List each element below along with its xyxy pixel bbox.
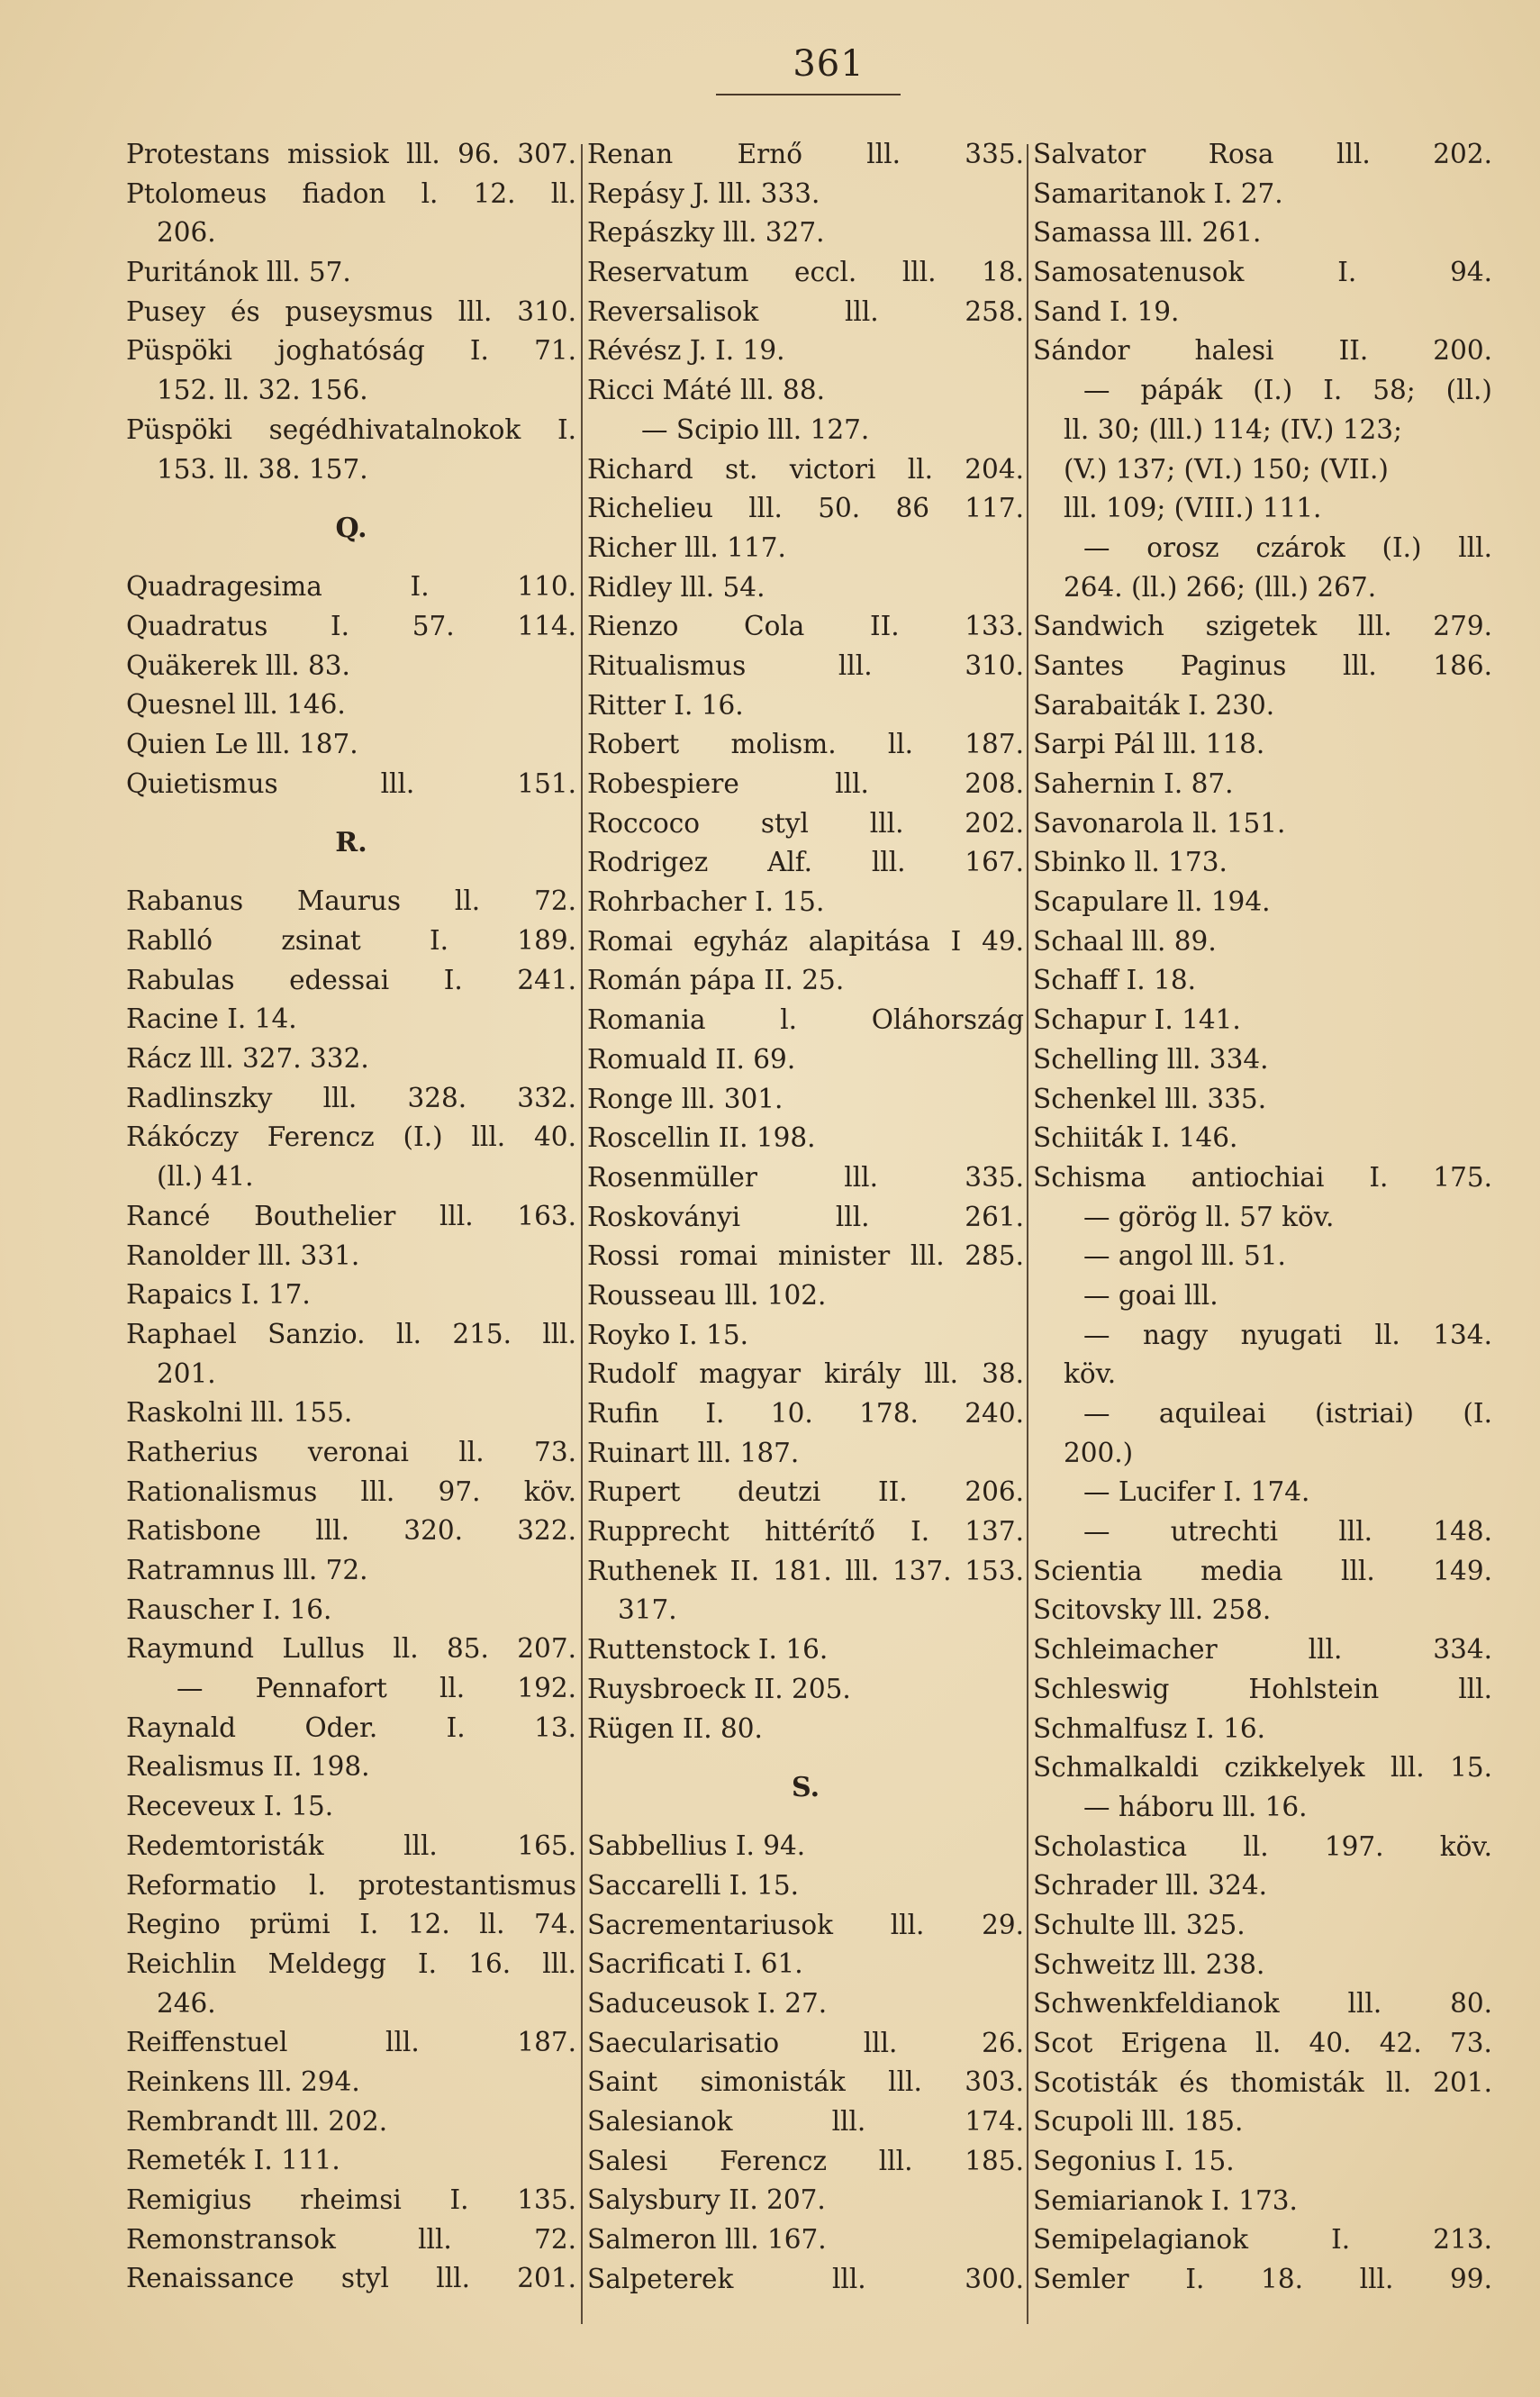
index-entry: Rodrigez Alf. lll. 167.: [587, 847, 1024, 878]
index-entry: Ridley lll. 54.: [587, 571, 765, 603]
index-entry: Sándor halesi II. 200.: [1033, 335, 1492, 367]
index-entry: — pápák (I.) I. 58; (ll.): [1083, 375, 1492, 406]
index-entry: Ranolder lll. 331.: [126, 1239, 360, 1271]
index-entry: Racine I. 14.: [126, 1003, 297, 1035]
index-entry: Sacrificati I. 61.: [587, 1948, 803, 1980]
index-entry: Schiiták I. 146.: [1033, 1122, 1238, 1154]
index-entry: Salpeterek lll. 300.: [587, 2263, 1024, 2294]
index-entry: ll. 30; (lll.) 114; (IV.) 123;: [1064, 413, 1402, 445]
index-entry: Schweitz lll. 238.: [1033, 1948, 1265, 1980]
index-entry: 201.: [157, 1357, 216, 1389]
index-entry: Sahernin I. 87.: [1033, 768, 1234, 799]
index-entry: köv.: [1064, 1358, 1117, 1390]
index-entry: Révész J. I. 19.: [587, 335, 785, 367]
index-entry: — görög ll. 57 köv.: [1083, 1201, 1335, 1232]
index-entry: Repászky lll. 327.: [587, 217, 825, 249]
index-entry: Salysbury II. 207.: [587, 2184, 826, 2216]
index-entry: Salesi Ferencz lll. 185.: [587, 2145, 1024, 2176]
index-entry: Remeték I. 111.: [126, 2145, 340, 2176]
index-entry: Saecularisatio lll. 26.: [587, 2027, 1024, 2058]
index-entry: Ratherius veronai ll. 73.: [126, 1436, 576, 1467]
index-entry: Rupert deutzi II. 206.: [587, 1476, 1024, 1508]
index-entry: Scapulare ll. 194.: [1033, 886, 1271, 918]
index-entry: — háboru lll. 16.: [1083, 1791, 1308, 1822]
index-entry: Scotisták és thomisták ll. 201.: [1033, 2066, 1492, 2098]
index-entry: — orosz czárok (I.) lll.: [1083, 531, 1492, 563]
index-entry: Receveux I. 15.: [126, 1791, 334, 1822]
index-entry: Reichlin Meldegg I. 16. lll.: [126, 1948, 576, 1979]
index-entry: Ricci Máté lll. 88.: [587, 375, 825, 406]
index-entry: Royko I. 15.: [587, 1319, 748, 1350]
index-entry: Raphael Sanzio. ll. 215. lll.: [126, 1318, 576, 1349]
index-entry: Schleswig Hohlstein lll.: [1033, 1673, 1492, 1704]
index-entry: 246.: [157, 1987, 216, 2019]
index-entry: Rembrandt lll. 202.: [126, 2105, 388, 2137]
index-column-3: [1033, 135, 1492, 2300]
column-divider: [1027, 144, 1028, 2324]
index-entry: lll. 109; (VIII.) 111.: [1064, 493, 1322, 524]
index-entry: Ronge lll. 301.: [587, 1083, 784, 1114]
index-entry: Püspöki segédhivatalnokok I.: [126, 413, 576, 445]
index-entry: Rügen II. 80.: [587, 1712, 763, 1744]
index-entry: Rosenmüller lll. 335.: [587, 1161, 1024, 1193]
index-entry: Romai egyház alapitása I 49.: [587, 925, 1024, 957]
index-entry: Robespiere lll. 208.: [587, 768, 1024, 799]
index-entry: (V.) 137; (VI.) 150; (VII.): [1064, 453, 1389, 485]
index-entry: 206.: [157, 217, 216, 249]
index-entry: Romuald II. 69.: [587, 1043, 796, 1075]
index-entry: Realismus II. 198.: [126, 1751, 370, 1783]
index-entry: Scot Erigena ll. 40. 42. 73.: [1033, 2028, 1492, 2058]
index-entry: Schaff I. 18.: [1033, 965, 1196, 996]
index-entry: Romania l. Oláhország: [587, 1004, 1024, 1036]
index-entry: Rohrbacher I. 15.: [587, 886, 825, 918]
index-entry: Rákóczy Ferencz (I.) lll. 40.: [126, 1121, 576, 1153]
index-entry: Schelling lll. 334.: [1033, 1043, 1269, 1075]
index-entry: Schrader lll. 324.: [1033, 1870, 1267, 1902]
index-entry: Pusey és puseysmus lll. 310.: [126, 295, 576, 327]
page-number-rule: [716, 94, 901, 95]
index-entry: — Lucifer I. 174.: [1083, 1476, 1310, 1508]
index-entry: Sarabaiták I. 230.: [1033, 689, 1275, 721]
index-entry: Ritter I. 16.: [587, 689, 744, 721]
index-entry: Regino prümi I. 12. ll. 74.: [126, 1909, 576, 1940]
page-number: 361: [793, 43, 865, 85]
index-entry: 264. (ll.) 266; (lll.) 267.: [1064, 571, 1377, 603]
index-entry: Román pápa II. 25.: [587, 965, 845, 996]
index-entry: — angol lll. 51.: [1083, 1240, 1286, 1272]
index-entry: Sacrementariusok lll. 29.: [587, 1909, 1024, 1940]
index-entry: Protestans missiok lll. 96. 307.: [126, 139, 576, 169]
index-entry: Rauscher I. 16.: [126, 1593, 332, 1625]
index-entry: Rabulas edessai I. 241.: [126, 964, 576, 995]
index-entry: Scitovsky lll. 258.: [1033, 1594, 1272, 1626]
index-entry: 152. ll. 32. 156.: [157, 375, 368, 406]
index-entry: Savonarola ll. 151.: [1033, 807, 1286, 839]
index-entry: Ratisbone lll. 320. 322.: [126, 1515, 576, 1547]
index-entry: Reformatio l. protestantismus: [126, 1869, 576, 1901]
index-entry: Salmeron lll. 167.: [587, 2224, 827, 2256]
index-entry: Salesianok lll. 174.: [587, 2106, 1024, 2137]
index-entry: Reiffenstuel lll. 187.: [126, 2027, 576, 2058]
index-entry: Ritualismus lll. 310.: [587, 649, 1024, 681]
index-entry: Semipelagianok I. 213.: [1033, 2224, 1492, 2256]
index-entry: Scupoli lll. 185.: [1033, 2106, 1244, 2138]
index-entry: Rossi romai minister lll. 285.: [587, 1240, 1024, 1272]
index-entry: Semler I. 18. lll. 99.: [1033, 2264, 1492, 2295]
section-letter: Q.: [335, 513, 367, 545]
index-entry: Segonius I. 15.: [1033, 2146, 1235, 2177]
index-column-2: [587, 135, 1024, 2299]
index-entry: Renan Ernő lll. 335.: [587, 139, 1024, 169]
index-entry: Rousseau lll. 102.: [587, 1279, 827, 1311]
index-entry: — utrechti lll. 148.: [1083, 1516, 1492, 1548]
index-entry: Raynald Oder. I. 13.: [126, 1711, 576, 1743]
column-divider: [581, 144, 583, 2324]
index-entry: Renaissance styl lll. 201.: [126, 2263, 576, 2294]
index-entry: Sbinko ll. 173.: [1033, 847, 1227, 878]
index-entry: Richer lll. 117.: [587, 531, 786, 563]
index-entry: Saint simonisták lll. 303.: [587, 2066, 1024, 2098]
index-entry: Reinkens lll. 294.: [126, 2066, 360, 2097]
index-entry: Repásy J. lll. 333.: [587, 177, 820, 209]
index-entry: Quietismus lll. 151.: [126, 767, 576, 799]
index-entry: Schwenkfeldianok lll. 80.: [1033, 1988, 1492, 2020]
index-entry: Remonstransok lll. 72.: [126, 2223, 576, 2255]
index-entry: Sandwich szigetek lll. 279.: [1033, 611, 1492, 642]
index-entry: Richelieu lll. 50. 86 117.: [587, 493, 1024, 524]
index-entry: Rapaics I. 17.: [126, 1279, 311, 1311]
index-entry: Ruthenek II. 181. lll. 137. 153.: [587, 1555, 1024, 1586]
index-entry: Reservatum eccl. lll. 18.: [587, 257, 1024, 288]
index-entry: Quäkerek lll. 83.: [126, 649, 350, 681]
index-entry: — nagy nyugati ll. 134.: [1083, 1319, 1492, 1350]
index-entry: Salvator Rosa lll. 202.: [1033, 139, 1492, 169]
index-entry: Ruttenstock I. 16.: [587, 1634, 829, 1666]
index-entry: Sabbellius I. 94.: [587, 1830, 806, 1862]
index-entry: Raymund Lullus ll. 85. 207.: [126, 1633, 576, 1665]
index-entry: Roccoco styl lll. 202.: [587, 807, 1024, 839]
index-entry: Schaal lll. 89.: [1033, 925, 1217, 957]
index-column-1: [126, 135, 576, 2299]
index-entry: Ruinart lll. 187.: [587, 1437, 800, 1468]
index-entry: Samassa lll. 261.: [1033, 217, 1262, 249]
index-entry: Raskolni lll. 155.: [126, 1397, 353, 1429]
index-entry: Quesnel lll. 146.: [126, 689, 346, 721]
index-entry: Radlinszky lll. 328. 332.: [126, 1082, 576, 1113]
index-entry: Rationalismus lll. 97. köv.: [126, 1475, 576, 1507]
index-entry: Rufin I. 10. 178. 240.: [587, 1398, 1024, 1429]
index-entry: Robert molism. ll. 187.: [587, 729, 1024, 760]
index-entry: Redemtoristák lll. 165.: [126, 1830, 576, 1861]
index-entry: 153. ll. 38. 157.: [157, 453, 368, 485]
index-entry: Ratramnus lll. 72.: [126, 1555, 368, 1585]
index-entry: Scholastica ll. 197. köv.: [1033, 1830, 1492, 1862]
index-entry: Puritánok lll. 57.: [126, 257, 351, 288]
section-letter: S.: [791, 1772, 820, 1804]
index-entry: Saduceusok I. 27.: [587, 1987, 828, 2019]
index-entry: Schisma antiochiai I. 175.: [1033, 1161, 1492, 1193]
index-entry: Ptolomeus fiadon l. 12. ll.: [126, 177, 576, 209]
index-entry: — Scipio lll. 127.: [641, 413, 870, 445]
index-entry: Sarpi Pál lll. 118.: [1033, 729, 1265, 760]
index-entry: Sand I. 19.: [1033, 295, 1180, 327]
index-entry: Santes Paginus lll. 186.: [1033, 649, 1492, 681]
index-entry: Quadragesima I. 110.: [126, 571, 576, 603]
index-entry: Scientia media lll. 149.: [1033, 1555, 1492, 1586]
index-entry: Schapur I. 141.: [1033, 1004, 1241, 1036]
index-entry: Semiarianok I. 173.: [1033, 2184, 1298, 2216]
index-entry: Rablló zsinat I. 189.: [126, 925, 576, 956]
index-entry: Rácz lll. 327. 332.: [126, 1043, 369, 1075]
index-entry: — aquileai (istriai) (I.: [1083, 1398, 1492, 1429]
index-entry: Rupprecht hittérítő I. 137.: [587, 1516, 1024, 1548]
index-entry: Schulte lll. 325.: [1033, 1909, 1246, 1940]
index-entry: Schmalfusz I. 16.: [1033, 1712, 1266, 1744]
index-entry: Rienzo Cola II. 133.: [587, 611, 1024, 642]
section-letter: R.: [335, 827, 367, 859]
index-entry: Schmalkaldi czikkelyek lll. 15.: [1033, 1752, 1492, 1784]
index-entry: Samaritanok I. 27.: [1033, 177, 1283, 209]
index-entry: — Pennafort ll. 192.: [177, 1673, 576, 1704]
index-entry: Püspöki joghatóság I. 71.: [126, 335, 576, 367]
index-entry: (ll.) 41.: [157, 1161, 254, 1193]
index-entry: Richard st. victori ll. 204.: [587, 453, 1024, 485]
index-entry: Roskoványi lll. 261.: [587, 1201, 1024, 1232]
index-entry: Rancé Bouthelier lll. 163.: [126, 1200, 576, 1231]
index-entry: Roscellin II. 198.: [587, 1122, 816, 1154]
index-entry: Schenkel lll. 335.: [1033, 1083, 1267, 1114]
index-entry: Schleimacher lll. 334.: [1033, 1634, 1492, 1666]
index-entry: Rabanus Maurus ll. 72.: [126, 885, 576, 917]
index-entry: — goai lll.: [1083, 1279, 1218, 1311]
index-entry: 317.: [618, 1594, 677, 1626]
index-entry: Quadratus I. 57. 114.: [126, 610, 576, 641]
index-entry: Samosatenusok I. 94.: [1033, 257, 1492, 288]
index-entry: Saccarelli I. 15.: [587, 1869, 799, 1901]
index-entry: Remigius rheimsi I. 135.: [126, 2184, 576, 2215]
index-entry: 200.): [1064, 1437, 1134, 1468]
index-entry: Ruysbroeck II. 205.: [587, 1673, 851, 1704]
index-entry: Rudolf magyar király lll. 38.: [587, 1358, 1024, 1390]
index-entry: Quien Le lll. 187.: [126, 728, 358, 759]
index-entry: Reversalisok lll. 258.: [587, 295, 1024, 327]
